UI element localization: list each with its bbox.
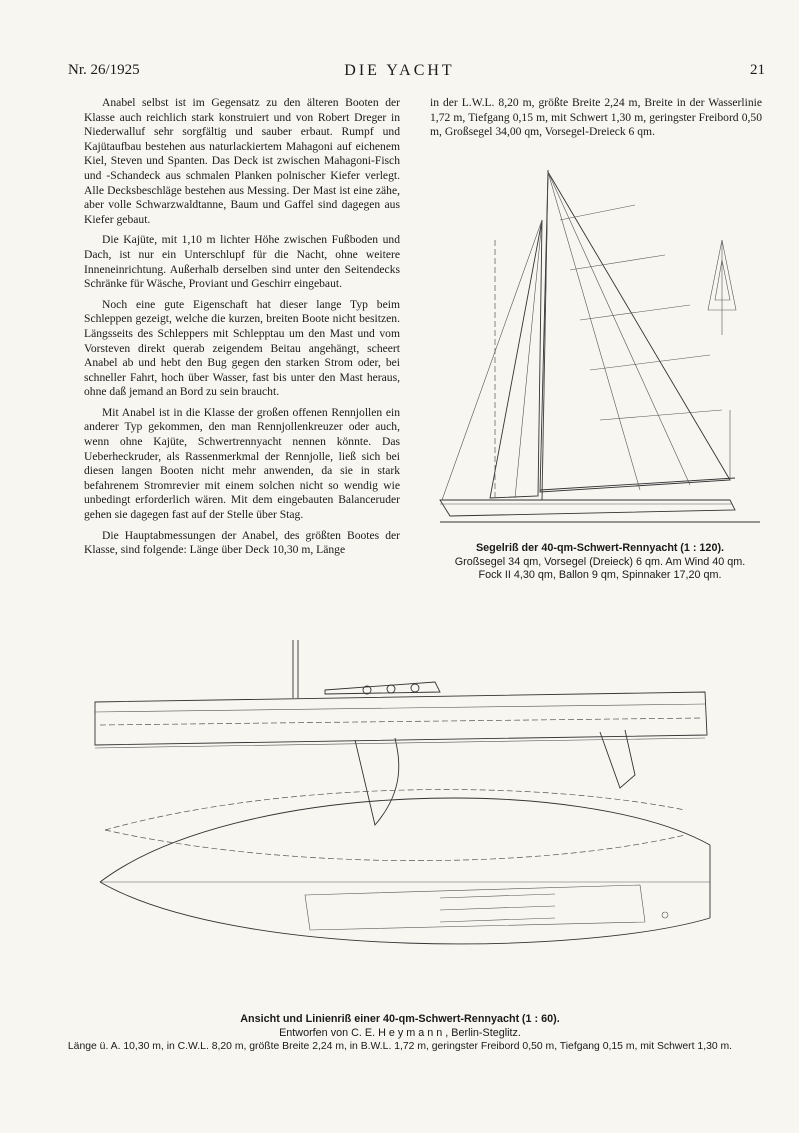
journal-title: DIE YACHT (344, 62, 455, 79)
paragraph: Anabel selbst ist im Gegensatz zu den älteren Booten der Klasse auch reichlich stark konstruiert und von Robert Dreger in Niederwalluf sehr sorgfältig und sauber erbaut. Rumpf und Kajütaufbau bestehen aus naturlackiertem Mahagoni auf eichenem Kiel, Steven und Spanten. Das Deck ist zwischen Mahagoni-Fisch und -Schandeck aus schmalen Planken polnischer Kiefer verlegt. Alle Decksbeschläge bestehen aus Messing. Der Mast ist eine zähe, aber volle Schwarzwaldtanne, Baum und Gaffel sind dagegen aus Kiefer gebaut. (84, 96, 400, 226)
paragraph: Die Hauptabmessungen der Anabel, des größten Bootes der Klasse, sind folgende: Länge über Deck 10,30 m, Länge (84, 528, 400, 557)
sail-plan-drawing-icon (430, 160, 780, 540)
paragraph: Die Kajüte, mit 1,10 m lichter Höhe zwischen Fußboden und Dach, ist nur ein Unterschlupf für die Nacht, ohne weitere Inneneinrichtung. Außerhalb derselben sind unter den Seitendecks Schränke für Wäsche, Proviant und Geschirr eingebaut. (84, 233, 400, 291)
issue-number: Nr. 26/1925 (68, 62, 140, 78)
paragraph: in der L.W.L. 8,20 m, größte Breite 2,24 m, Breite in der Wasserlinie 1,72 m, Tiefgang 0,15 m, mit Schwert 1,30 m, geringster Freibord 0,50 m, Großsegel 34,00 qm, Vorsegel-Dreieck 6 qm. (430, 96, 762, 139)
caption-scale: (1 : 60). (521, 1013, 560, 1025)
caption-scale: (1 : 120). (680, 542, 725, 554)
caption-designer: Entworfen von C. E. H e y m a n n , Berlin-Steglitz. (279, 1026, 521, 1039)
caption-title: Ansicht und Linienriß einer 40-qm-Schwert-Rennyacht (240, 1013, 520, 1025)
hull-lines-caption (20, 1013, 780, 1054)
article-left-column (84, 96, 400, 564)
paragraph: Noch eine gute Eigenschaft hat dieser lange Typ beim Schleppen gezeigt, welche die kurzen, breiten Boote nicht besitzen. Längsseits des Schleppers mit Schlepptau um den Mast und vom Vorsteven direkt querab zeigendem Beitau angehängt, scheert Anabel ab und hebt den Bug gegen den starken Strom oder, bei schneller Fahrt, hoch über Wasser, fast bis unter den Mast heraus, ohne daß jemand an Bord zu sein braucht. (84, 297, 400, 399)
sail-plan-caption (420, 542, 780, 583)
paragraph: Mit Anabel ist in die Klasse der großen offenen Rennjollen ein anderer Typ gekommen, den man Rennjollenkreuzer oder auch, wenn ohne Kajüte, Schwertrennyacht nennen könnte. Das Ueberheckruder, als Rassenmerkmal der Rennjolle, ließ sich bei diesen langen Booten nicht mehr anwenden, da sie in stark befahrenem Stromrevier mit einem solchen nicht so wendig wie unbedingt erforderlich wären. Mit dem eingebauten Balanceruder gehen sie dagegen fast auf der Stelle über Stag. (84, 405, 400, 522)
page-number: 21 (750, 62, 765, 78)
caption-line: Großsegel 34 qm, Vorsegel (Dreieck) 6 qm. Am Wind 40 qm. (454, 555, 746, 568)
caption-dimensions: Länge ü. A. 10,30 m, in C.W.L. 8,20 m, größte Breite 2,24 m, in B.W.L. 1,72 m, geringster Freibord 0,50 m, Tiefgang 0,15 m, mit Schwert 1,30 m. (67, 1041, 733, 1052)
article-right-column (430, 96, 762, 146)
caption-line: Fock II 4,30 qm, Ballon 9 qm, Spinnaker 17,20 qm. (478, 569, 722, 581)
caption-title: Segelriß der 40-qm-Schwert-Rennyacht (475, 542, 678, 554)
hull-lines-drawing-icon (85, 630, 745, 960)
